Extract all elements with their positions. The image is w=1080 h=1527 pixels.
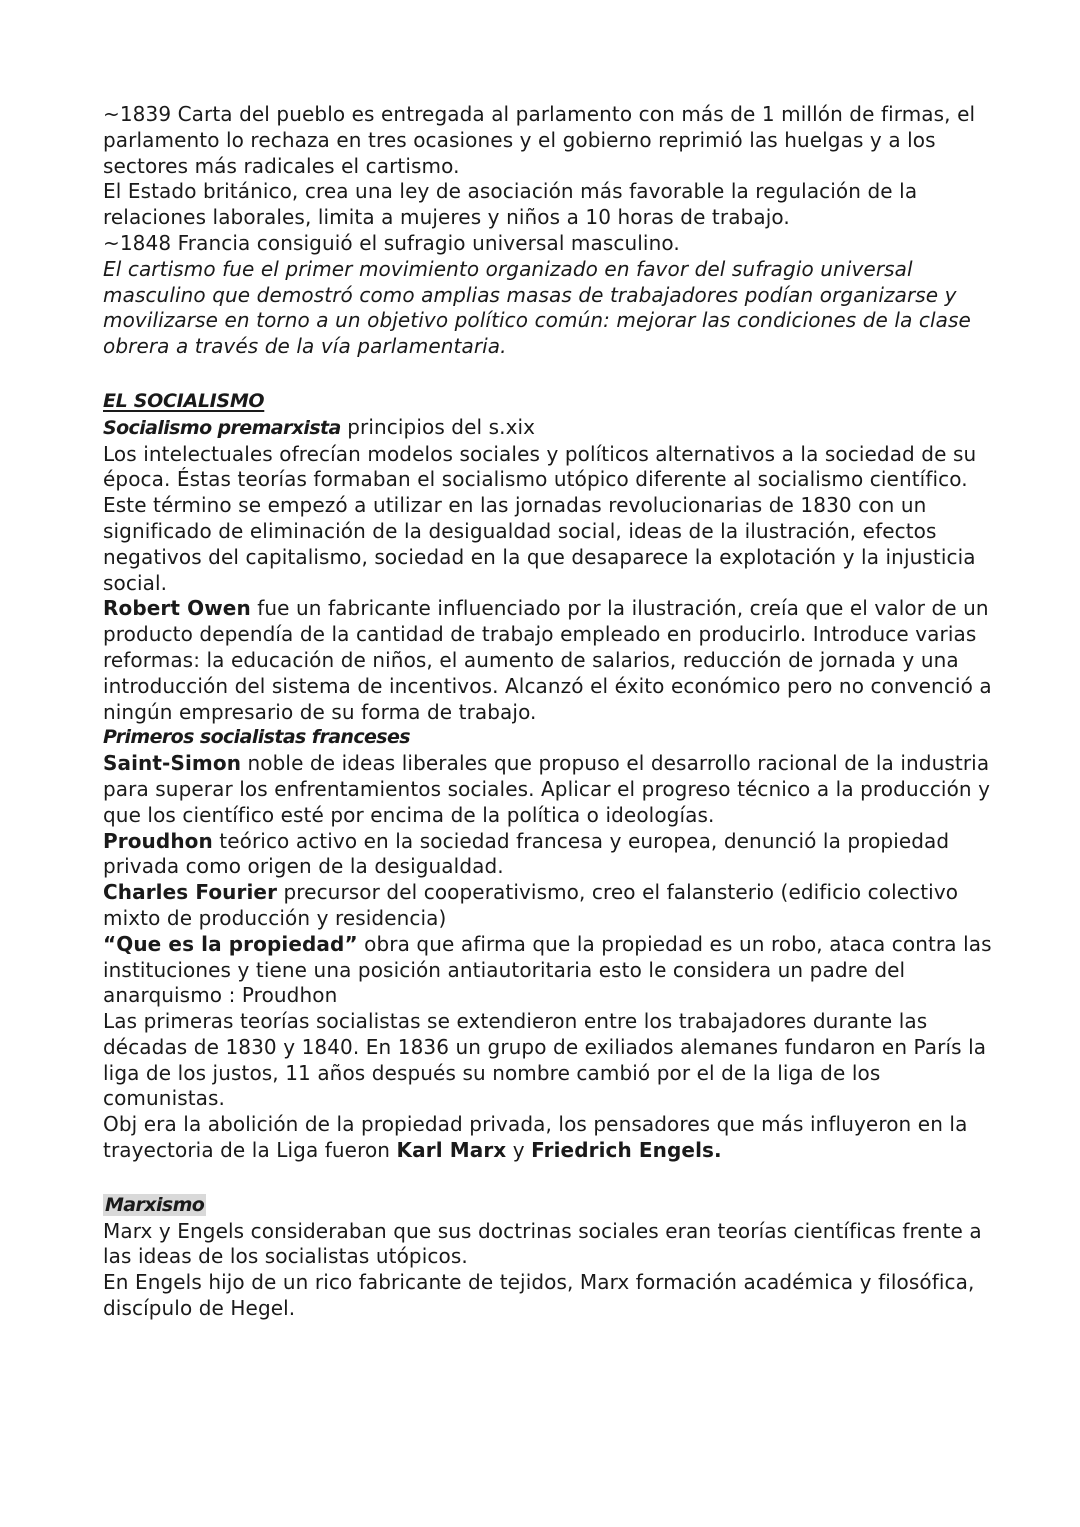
premarxista-heading-line xyxy=(103,415,1003,442)
subheading-marxismo: Marxismo xyxy=(105,1193,205,1216)
paragraph-que-es-la-propiedad xyxy=(103,932,1003,1009)
paragraph-obj-abolicion xyxy=(103,1112,1003,1164)
spacer xyxy=(103,360,1003,388)
text-que-es-la-propiedad: obra que afirma que la propiedad es un robo, ataca contra las instituciones y tiene una posición antiautoritaria esto le considera un padre del anarquismo : Proudhon xyxy=(103,931,999,1008)
text-y: y xyxy=(506,1138,532,1163)
paragraph-carta-pueblo: ~1839 Carta del pueblo es entregada al parlamento con más de 1 millón de firmas, el parlamento lo rechaza en tres ocasiones y el gobierno reprimió las huelgas y a los sectores más radicales el cartismo. xyxy=(103,102,982,178)
title-que-es-la-propiedad: “Que es la propiedad” xyxy=(103,931,358,956)
paragraph-francia-sufragio: ~1848 Francia consiguió el sufragio universal masculino. xyxy=(103,230,680,255)
document-page xyxy=(103,102,1003,1322)
paragraph-termino: Este término se empezó a utilizar en las jornadas revolucionarias de 1830 con un significado de eliminación de la desigualdad social, ideas de la ilustración, efectos negativos del capitalismo, sociedad en la que desaparece la explotación y la injusticia social. xyxy=(103,493,983,595)
paragraph-saint-simon xyxy=(103,751,1003,828)
section-title-socialismo: EL SOCIALISMO xyxy=(103,389,265,412)
subheading-socialismo-premarxista: Socialismo premarxista xyxy=(103,416,341,439)
text-obj: Obj era la abolición de la propiedad privada, los pensadores que más influyeron en la trayectoria de la Liga fueron xyxy=(103,1112,974,1163)
text-charles-fourier: precursor del cooperativismo, creo el falansterio (edificio colectivo mixto de producción y residencia) xyxy=(103,880,965,930)
name-saint-simon: Saint-Simon xyxy=(103,751,242,776)
text-saint-simon: noble de ideas liberales que propuso el desarrollo racional de la industria para superar los enfrentamientos sociales. Aplicar el progreso técnico a la producción y que los científico esté por encima de la política o ideologías. xyxy=(103,751,997,827)
subheading-suffix: principios del s.xix xyxy=(340,414,536,439)
paragraph-primeras-teorias: Las primeras teorías socialistas se extendieron entre los trabajadores durante las décadas de 1830 y 1840. En 1836 un grupo de exiliados alemanes fundaron en París la liga de los justos, 11 años después su nombre cambió por el de la liga de los comunistas. xyxy=(103,1009,993,1111)
paragraph-robert-owen xyxy=(103,596,1003,725)
text-proudhon: teórico activo en la sociedad francesa y europea, denunció la propiedad privada como origen de la desigualdad. xyxy=(103,828,956,879)
name-charles-fourier: Charles Fourier xyxy=(103,880,278,905)
subheading-primeros-socialistas: Primeros socialistas franceses xyxy=(103,726,411,749)
spacer xyxy=(103,1164,1003,1192)
paragraph-intelectuales: Los intelectuales ofrecían modelos sociales y políticos alternativos a la sociedad de su época. Éstas teorías formaban el socialismo utópico diferente al socialismo científico. xyxy=(103,441,983,492)
paragraph-charles-fourier xyxy=(103,880,1003,932)
name-friedrich-engels: Friedrich Engels. xyxy=(531,1138,722,1163)
text-robert-owen: fue un fabricante influenciado por la ilustración, creía que el valor de un producto dependía de la cantidad de trabajo empleado en producirlo. Introduce varias reformas: la educación de niños, el aumento de salarios, reducción de jornada y una introducción del sistema de incentivos. Alcanzó el éxito económico pero no convenció a ningún empresario de su forma de trabajo. xyxy=(103,596,999,724)
paragraph-marx-engels-doctrinas: Marx y Engels consideraban que sus doctrinas sociales eran teorías científicas frente a las ideas de los socialistas utópicos. xyxy=(103,1218,989,1269)
paragraph-cartismo-summary: El cartismo fue el primer movimiento organizado en favor del sufragio universal masculino que demostró como amplias masas de trabajadores podían organizarse y movilizarse en torno a un objetivo político común: mejorar las condiciones de la clase obrera a través de la vía parlamentaria. xyxy=(103,256,978,359)
paragraph-engels-marx-origen: En Engels hijo de un rico fabricante de tejidos, Marx formación académica y filosófica, discípulo de Hegel. xyxy=(103,1270,981,1321)
marxismo-heading-line xyxy=(103,1192,1003,1219)
name-proudhon: Proudhon xyxy=(103,828,213,853)
name-karl-marx: Karl Marx xyxy=(396,1138,507,1163)
paragraph-proudhon xyxy=(103,829,1003,881)
paragraph-estado-britanico: El Estado británico, crea una ley de asociación más favorable la regulación de la relaciones laborales, limita a mujeres y niños a 10 horas de trabajo. xyxy=(103,179,924,230)
name-robert-owen: Robert Owen xyxy=(103,596,251,621)
